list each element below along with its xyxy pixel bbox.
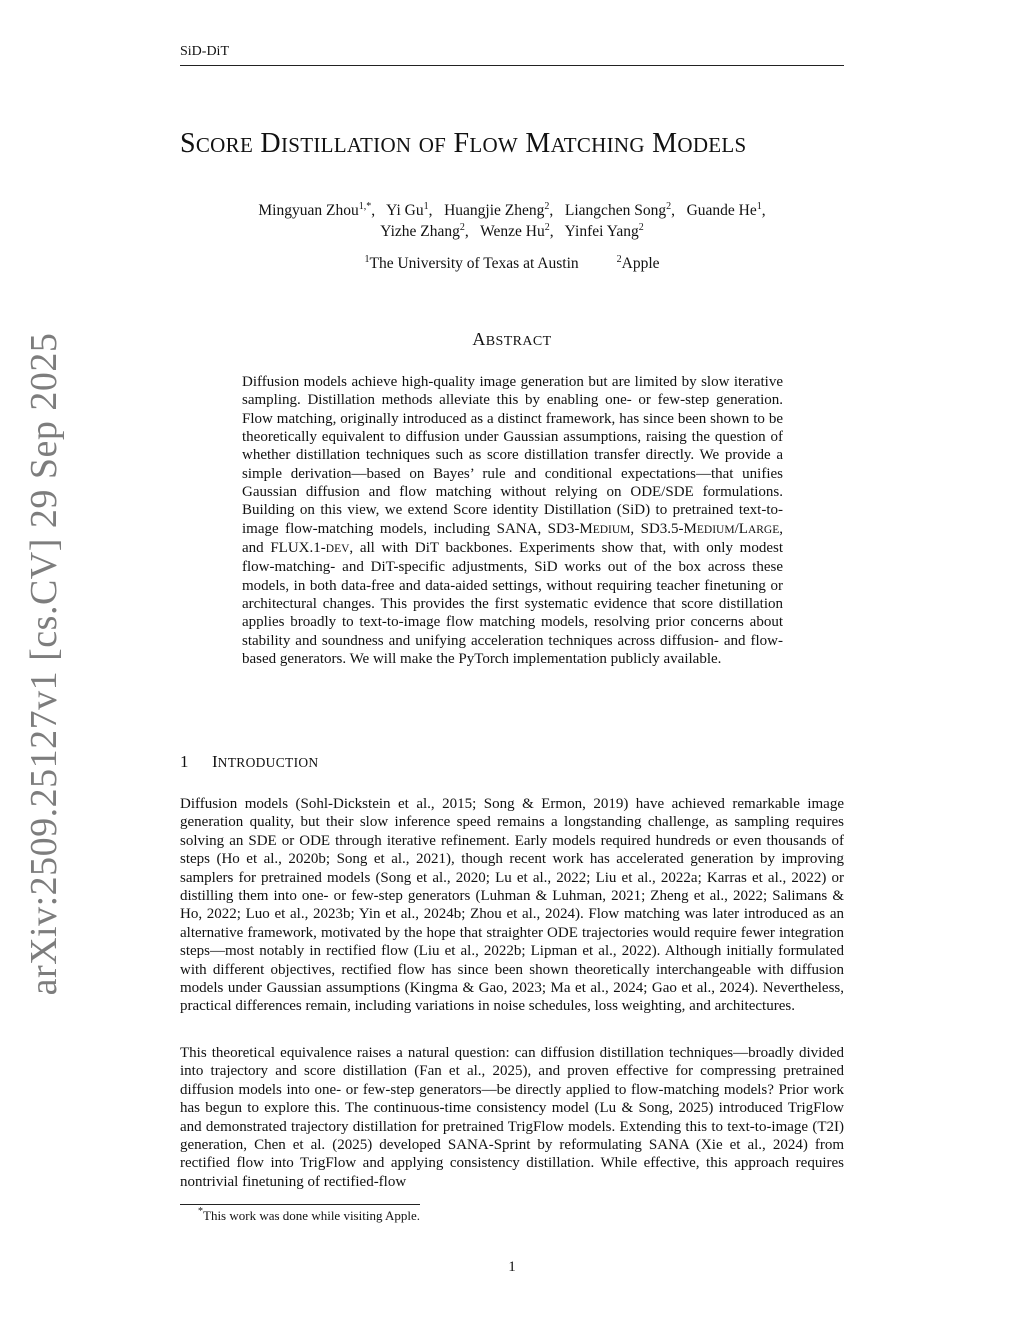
author-list bbox=[180, 200, 844, 242]
title-initial: M bbox=[652, 128, 678, 159]
author: Huangjie Zheng$^2$, bbox=[444, 201, 554, 219]
affiliation: $^1$The University of Texas at Austin bbox=[364, 254, 579, 272]
section-heading: 1 INTRODUCTION bbox=[180, 752, 319, 771]
title-word: OF bbox=[418, 133, 447, 157]
author: Wenze Hu$^2$, bbox=[480, 222, 554, 240]
author: Guande He$^1$, bbox=[686, 201, 766, 219]
title-word: ODELS bbox=[677, 133, 747, 157]
affiliation: $^2$Apple bbox=[616, 254, 660, 272]
author: Yinfei Yang$^2$ bbox=[564, 222, 644, 240]
title-word: CORE bbox=[195, 133, 254, 157]
title-word: LOW bbox=[469, 133, 519, 157]
affiliations bbox=[180, 255, 844, 273]
footnote: *This work was done while visiting Apple. bbox=[198, 1206, 421, 1223]
author: Yi Gu$^1$, bbox=[386, 201, 433, 219]
title-initial: S bbox=[180, 128, 196, 159]
running-head: SiD-DiT bbox=[180, 44, 229, 59]
title-word: ATCHING bbox=[550, 133, 645, 157]
author: Yizhe Zhang$^2$, bbox=[380, 222, 469, 240]
body-paragraph: Diffusion models (Sohl-Dickstein et al., 2015; Song & Ermon, 2019) have achieved remarkable image generation quality, but their slow inference speed remains a longstanding challenge, as sampling requires solving an SDE or ODE through iterative refinement. Early models required hundreds or even thousands of steps (Ho et al., 2020b; Song et al., 2021), though recent work has accelerated generation by improving samplers for pretrained models (Song et al., 2020; Lu et al., 2022; Liu et al., 2022a; Karras et al., 2022) or distilling them into one- or few-step generators (Luhman & Luhman, 2021; Zheng et al., 2022; Salimans & Ho, 2022; Luo et al., 2023b; Yin et al., 2024b; Zhou et al., 2024). Flow matching was later introduced as an alternative framework, motivated by the hope that straighter ODE trajectories would require fewer integration steps—most notably in rectified flow (Liu et al., 2022b; Lipman et al., 2022). Although initially formulated with different objectives, rectified flow has since been shown theoretically interchangeable with diffusion models under Gaussian assumptions (Kingma & Gao, 2023; Ma et al., 2024; Gao et al., 2024). Nevertheless, practical differences remain, including variations in noise schedules, loss weighting, and architectures. bbox=[180, 796, 844, 1015]
author-line-2 bbox=[180, 221, 844, 242]
abstract-body: Diffusion models achieve high-quality image generation but are limited by slow iterative sampling. Distillation methods alleviate this by enabling one- or few-step generation. Flow matching, originally introduced as a distinct framework, has since been shown to be theoretically equivalent to diffusion under Gaussian assumptions, raising the question of whether distillation techniques such as score distillation transfer directly. We provide a simple derivation—based on Bayes’ rule and conditional expectations—that unifies Gaussian diffusion and flow matching without relying on ODE/SDE formulations. Building on this view, we extend Score identity Distillation (SiD) to pretrained text-to-image flow-matching models, including SANA, SD3-MEDIUM, SD3.5-MEDIUM/LARGE, and FLUX.1-DEV, all with DiT backbones. Experiments show that, with only modest flow-matching- and DiT-specific adjustments, SiD works out of the box across these models, in both data-free and data-aided settings, without requiring teacher finetuning or architectural changes. This provides the first systematic evidence that score distillation applies broadly to text-to-image flow matching models, resolving prior concerns about stability and soundness and unifying acceleration techniques across diffusion- and flow-based generators. We will make the PyTorch implementation publicly available. bbox=[242, 374, 783, 668]
abstract-heading: ABSTRACT bbox=[472, 329, 552, 349]
footnote-rule bbox=[180, 1204, 420, 1205]
author: Liangchen Song$^2$, bbox=[564, 201, 675, 219]
arxiv-identifier: arXiv:2509.25127v1 [cs.CV] 29 Sep 2025 bbox=[23, 332, 65, 996]
author: Mingyuan Zhou$^{1,*}$, bbox=[258, 201, 376, 219]
body-paragraph: This theoretical equivalence raises a natural question: can diffusion distillation techniques—broadly divided into trajectory and score distillation (Fan et al., 2025), and proven effective for compressing pretrained diffusion models into one- or few-step generators—be directly applied to flow-matching models? Prior work has begun to explore this. The continuous-time consistency model (Lu & Song, 2025) introduced TrigFlow and demonstrated trajectory distillation for pretrained TrigFlow models. Extending this to text-to-image (T2I) generation, Chen et al. (2025) developed SANA-Sprint by reformulating SANA (Xie et al., 2024) from rectified flow into TrigFlow and applying consistency distillation. While effective, this approach requires nontrivial finetuning of rectified-flow bbox=[180, 1045, 844, 1190]
title-word: ISTILLATION bbox=[280, 133, 412, 157]
header-rule bbox=[180, 65, 844, 66]
author-line-1 bbox=[180, 200, 844, 221]
title-initial: D bbox=[260, 128, 281, 159]
paper-title bbox=[180, 128, 844, 160]
title-initial: M bbox=[525, 128, 551, 159]
title-initial: F bbox=[453, 128, 470, 159]
page-number: 1 bbox=[508, 1259, 516, 1275]
